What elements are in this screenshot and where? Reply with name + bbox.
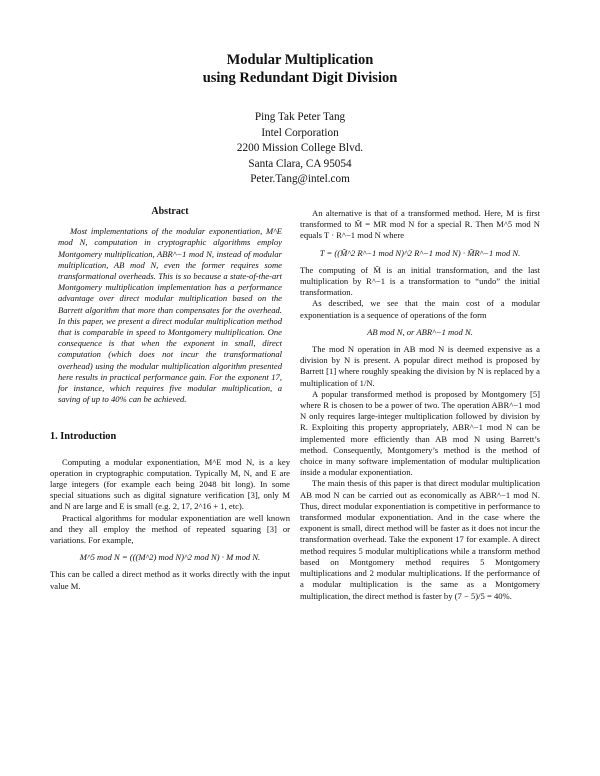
right-paragraph-4: The mod N operation in AB mod N is deemed expensive as a division by N is present. A popular direct method is proposed by Barrett [1] where roughly speaking the division by N is replaced by a multiplication of 1/N. bbox=[300, 344, 540, 388]
equation-transformed-method: T = ((M̃^2 R^−1 mod N)^2 R^−1 mod N) · M̃R^−1 mod N. bbox=[319, 247, 521, 258]
abstract-heading: Abstract bbox=[151, 206, 189, 217]
right-paragraph-3: As described, we see that the main cost of a modular exponentiation is a sequence of operations of the form bbox=[300, 298, 540, 320]
right-paragraph-6: The main thesis of this paper is that direct modular multiplication AB mod N can be carried out as economically as ABR^−1 mod N. Thus, direct modular exponentiation is competitive in performance to transformed modular exponentiation. And in the case where the exponent is small, direct method will be faster as it does not incur the transformation overhead. Take the exponent 17 for example. A direct method requires 5 modular multiplications while a transform method based on Montgomery method requires 5 Montgomery multiplications and 2 modular multiplications. If the performance of a modular multiplication is the same as a Montgomery multiplication, the direct method is faster by (7 − 5)/5 = 40%. bbox=[300, 478, 540, 601]
equation-direct-method: M^5 mod N = (((M^2) mod N)^2 mod N) · M mod N. bbox=[79, 552, 261, 563]
author-block bbox=[0, 110, 600, 188]
right-paragraph-2: The computing of M̃ is an initial transformation, and the last multiplication by R^−1 is a transformation to “undo” the initial transformation. bbox=[300, 264, 540, 298]
right-paragraph-1: An alternative is that of a transformed method. Here, M is first transformed to M̃ = MR mod N for a special R. Then M^5 mod N equals T · R^−1 mod N where bbox=[300, 208, 540, 241]
abstract-body bbox=[50, 226, 290, 405]
right-paragraph-5: A popular transformed method is proposed by Montgomery [5] where R is chosen to be a power of two. The operation ABR^−1 mod N only requires large-integer multiplication followed by division by R. Exploiting this property appropriately, ABR^−1 mod N can be implemented more efficiently than AB mod N using Barrett’s method. Consequently, Montgomery’s method is the method of choice in many software implementation of modular multiplication inside a modular exponentiation. bbox=[300, 388, 540, 478]
intro-paragraph-2: Practical algorithms for modular exponentiation are well known and they all employ the method of repeated squaring [3] or variations. For example, bbox=[50, 512, 290, 546]
section-heading-introduction: 1. Introduction bbox=[50, 431, 117, 443]
intro-paragraph-1: Computing a modular exponentiation, M^E mod N, is a key operation in cryptographic computation. Typically M, N, and E are large integers (for example each being 2048 bit long). In some special situations such as digital signature verification [3], only M and N are large and E is small (e.g. 2, 17, 2^16 + 1, etc). bbox=[50, 456, 290, 512]
author-name: Ping Tak Peter Tang bbox=[254, 111, 346, 123]
equation-operations: AB mod N, or ABR^−1 mod N. bbox=[367, 326, 473, 337]
left-column bbox=[50, 206, 290, 592]
intro-paragraph-3: This can be called a direct method as it works directly with the input value M. bbox=[50, 569, 290, 591]
author-organization: Intel Corporation bbox=[261, 126, 339, 139]
right-column bbox=[300, 208, 540, 602]
author-city: Santa Clara, CA 95054 bbox=[248, 157, 352, 170]
author-street: 2200 Mission College Blvd. bbox=[236, 142, 364, 154]
author-email: Peter.Tang@intel.com bbox=[250, 173, 350, 185]
abstract-text: Most implementations of the modular exponentiation, M^E mod N, computation in cryptographic algorithms employ Montgomery multiplication, ABR^−1 mod N, instead of modular multiplication, AB mod N, even the former requires some transformational overheads. This is so because a state-of-the-art Montgomery multiplication implementation has a performance advantage over direct modular multiplication based on the Barrett algorithm that more than compensates for the overhead. In this paper, we present a direct modular multiplication method that is comparable in speed to Montgomery multiplication. One consequence is that when the exponent in small, direct computation (which does not incur the transformational overhead) using the modular multiplication algorithm presented here results in practical performance gain. For the exponent 17, for instance, which requires five modular multiplication, a saving of up to 40% can be achieved. bbox=[58, 226, 282, 405]
title-line-1: Modular Multiplication bbox=[226, 52, 374, 68]
paper-title bbox=[0, 51, 600, 87]
title-line-2: using Redundant Digit Division bbox=[202, 70, 398, 86]
